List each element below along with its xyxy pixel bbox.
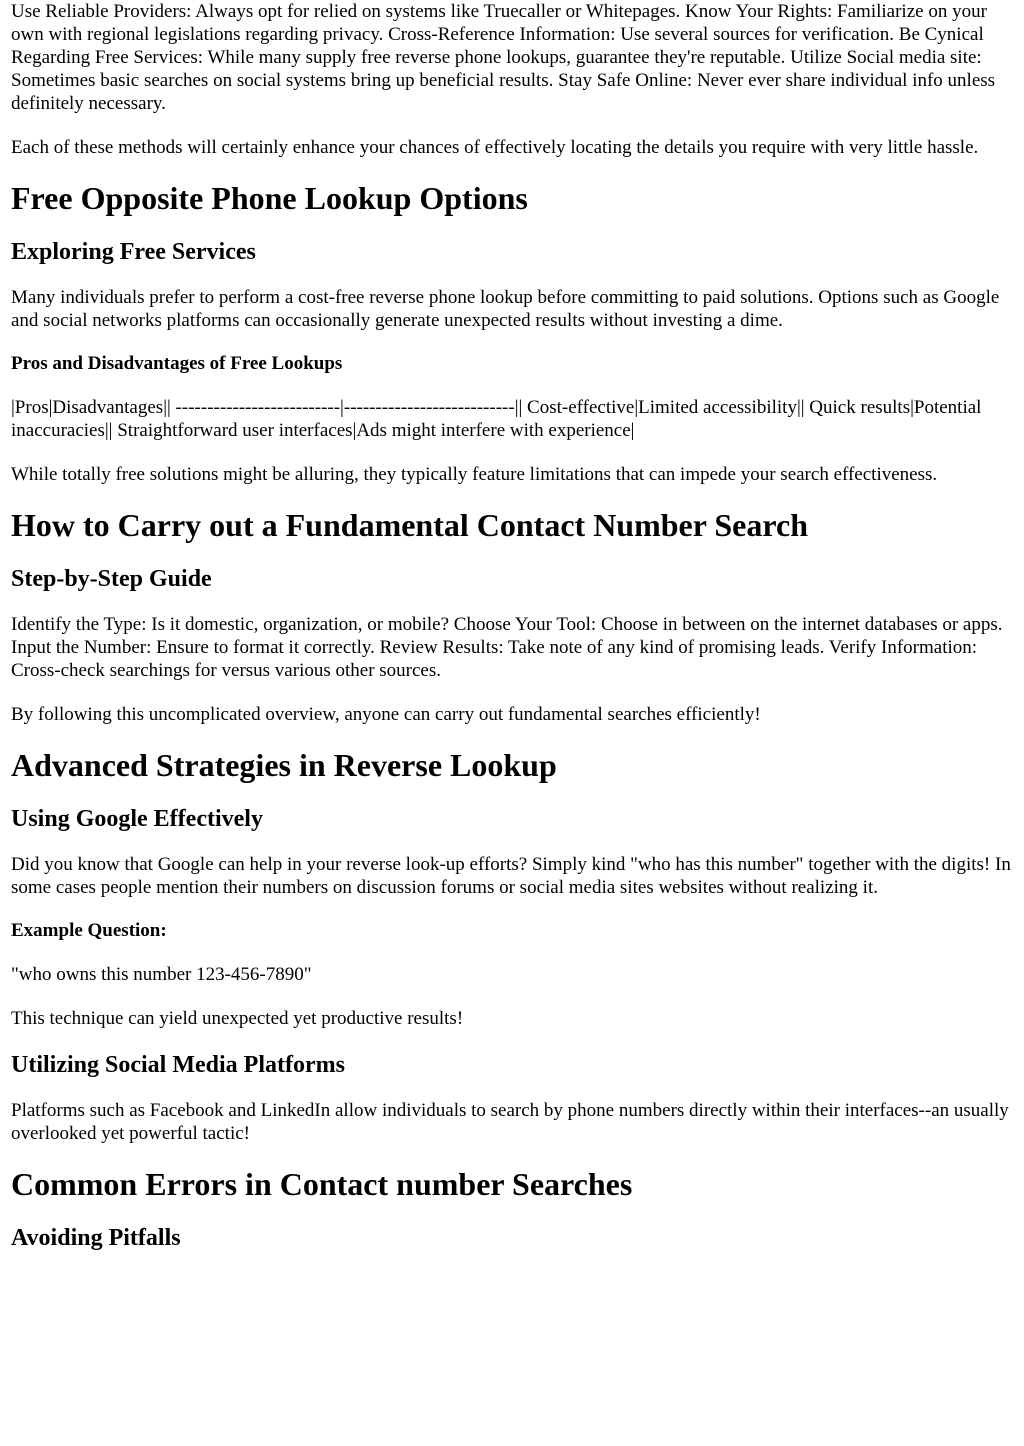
example-question-heading: Example Question: — [11, 920, 167, 941]
common-errors-heading: Common Errors in Contact number Searches — [11, 1166, 633, 1202]
social-media-heading: Utilizing Social Media Platforms — [11, 1052, 345, 1078]
intro-paragraph: Use Reliable Providers: Always opt for relied on systems like Truecaller or Whitepages. Know Your Rights: Familiarize on your own with regional legislations regarding privacy. Cross-Reference Information: Use several sources for verification. Be Cynical Regarding Free Services: While many supply free reverse phone lookups, guarantee they're reputable. Utilize Social media site: Sometimes basic searches on social systems bring up beneficial results. Stay Safe Online: Never ever share individual info unless definitely necessary. — [11, 1, 996, 114]
google-heading: Using Google Effectively — [11, 806, 263, 832]
pros-cons-heading: Pros and Disadvantages of Free Lookups — [11, 353, 343, 374]
avoiding-pitfalls-heading: Avoiding Pitfalls — [11, 1225, 181, 1251]
free-services-paragraph: Many individuals prefer to perform a cost-free reverse phone lookup before committing to paid solutions. Options such as Google and social networks platforms can occasionally generate unexpected results without investing a dime. — [11, 287, 1000, 331]
basic-search-heading: How to Carry out a Fundamental Contact Number Search — [11, 507, 808, 543]
advanced-strategies-heading: Advanced Strategies in Reverse Lookup — [11, 747, 557, 783]
pros-cons-table-text: |Pros|Disadvantages|| --------------------------|---------------------------|| Cost-effective|Limited accessibility|| Quick results|Potential inaccuracies|| Straightforward user interfaces|Ads might interfere with experience| — [11, 397, 982, 441]
exploring-free-services-heading: Exploring Free Services — [11, 239, 256, 265]
example-query: "who owns this number 123-456-7890" — [11, 964, 312, 985]
step-by-step-heading: Step-by-Step Guide — [11, 566, 212, 592]
example-result: This technique can yield unexpected yet productive results! — [11, 1008, 464, 1029]
free-limitations-paragraph: While totally free solutions might be alluring, they typically feature limitations that can impede your search effectiveness. — [11, 464, 938, 485]
steps-paragraph: Identify the Type: Is it domestic, organization, or mobile? Choose Your Tool: Choose in between on the internet databases or apps. Input the Number: Ensure to format it correctly. Review Results: Take note of any kind of promising leads. Verify Information: Cross-check searchings for versus various other sources. — [11, 614, 1003, 681]
google-paragraph: Did you know that Google can help in your reverse look-up efforts? Simply kind "who has this number" together with the digits! In some cases people mention their numbers on discussion forums or social media sites websites without realizing it. — [11, 854, 1011, 898]
social-media-paragraph: Platforms such as Facebook and LinkedIn allow individuals to search by phone numbers directly within their interfaces--an usually overlooked yet powerful tactic! — [11, 1100, 1009, 1144]
intro-summary-paragraph: Each of these methods will certainly enhance your chances of effectively locating the details you require with very little hassle. — [11, 137, 979, 158]
basic-summary-paragraph: By following this uncomplicated overview, anyone can carry out fundamental searches efficiently! — [11, 704, 761, 725]
free-lookup-heading: Free Opposite Phone Lookup Options — [11, 180, 528, 216]
